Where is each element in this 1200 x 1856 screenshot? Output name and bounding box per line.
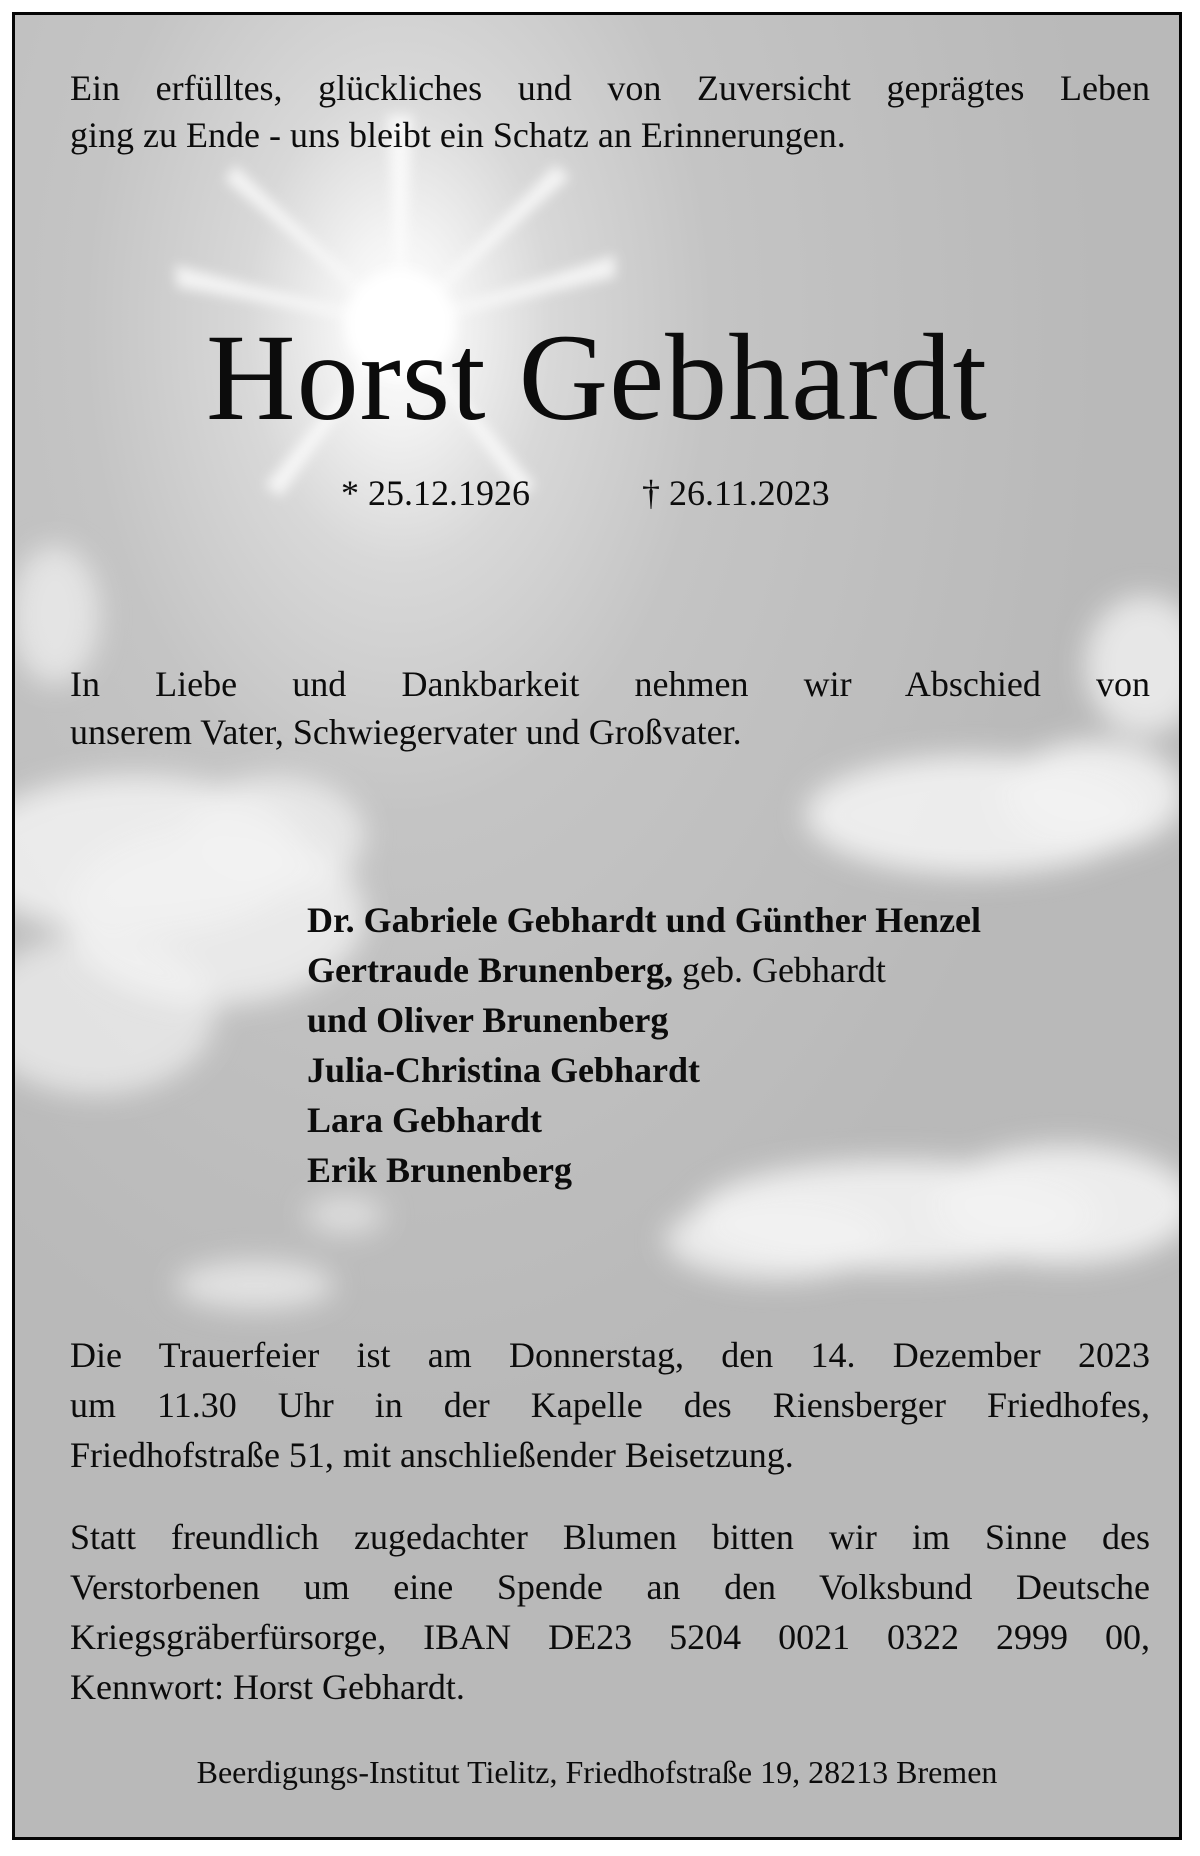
ceremony-line: Die Trauerfeier ist am Donnerstag, den 14. Dezember 2023: [70, 1335, 1150, 1375]
farewell-line: In Liebe und Dankbarkeit nehmen wir Abschied von: [70, 664, 1150, 704]
deceased-name: Horst Gebhardt: [206, 309, 988, 446]
birth-date: * 25.12.1926: [341, 473, 530, 513]
farewell-line: unserem Vater, Schwiegervater und Großvater.: [70, 712, 742, 752]
mourner-name: Dr. Gabriele Gebhardt und Günther Henzel: [307, 900, 982, 940]
mourners-list: [307, 895, 981, 1195]
mourner-maiden-name: geb. Gebhardt: [672, 950, 886, 990]
ceremony-line: Friedhofstraße 51, mit anschließender Beisetzung.: [70, 1435, 794, 1475]
farewell-text: [70, 660, 1150, 756]
donation-line: Kriegsgräberfürsorge, IBAN DE23 5204 0021 0322 2999 00,: [70, 1617, 1150, 1657]
mourner-name: [307, 945, 981, 995]
ceremony-line: um 11.30 Uhr in der Kapelle des Riensberger Friedhofes,: [70, 1385, 1150, 1425]
donation-line: Statt freundlich zugedachter Blumen bitten wir im Sinne des: [70, 1517, 1150, 1557]
mourner-name: Erik Brunenberg: [307, 1150, 573, 1190]
mourner-name: Julia-Christina Gebhardt: [307, 1050, 701, 1090]
death-date: † 26.11.2023: [642, 473, 830, 513]
obituary-card: [12, 12, 1182, 1840]
donation-line: Kennwort: Horst Gebhardt.: [70, 1667, 465, 1707]
intro-text: [70, 65, 1150, 159]
funeral-home-footer: Beerdigungs-Institut Tielitz, Friedhofstraße 19, 28213 Bremen: [196, 1754, 998, 1790]
mourner-name: Lara Gebhardt: [307, 1100, 543, 1140]
donation-line: Verstorbenen um eine Spende an den Volksbund Deutsche: [70, 1567, 1150, 1607]
mourner-name: und Oliver Brunenberg: [307, 1000, 669, 1040]
intro-line: ging zu Ende - uns bleibt ein Schatz an Erinnerungen.: [70, 115, 846, 155]
donation-text: [70, 1512, 1150, 1712]
obituary-content: [15, 15, 1179, 1837]
intro-line: Ein erfülltes, glückliches und von Zuversicht geprägtes Leben: [70, 68, 1150, 108]
ceremony-text: [70, 1330, 1150, 1480]
mourner-name-bold: Gertraude Brunenberg,: [307, 950, 673, 990]
